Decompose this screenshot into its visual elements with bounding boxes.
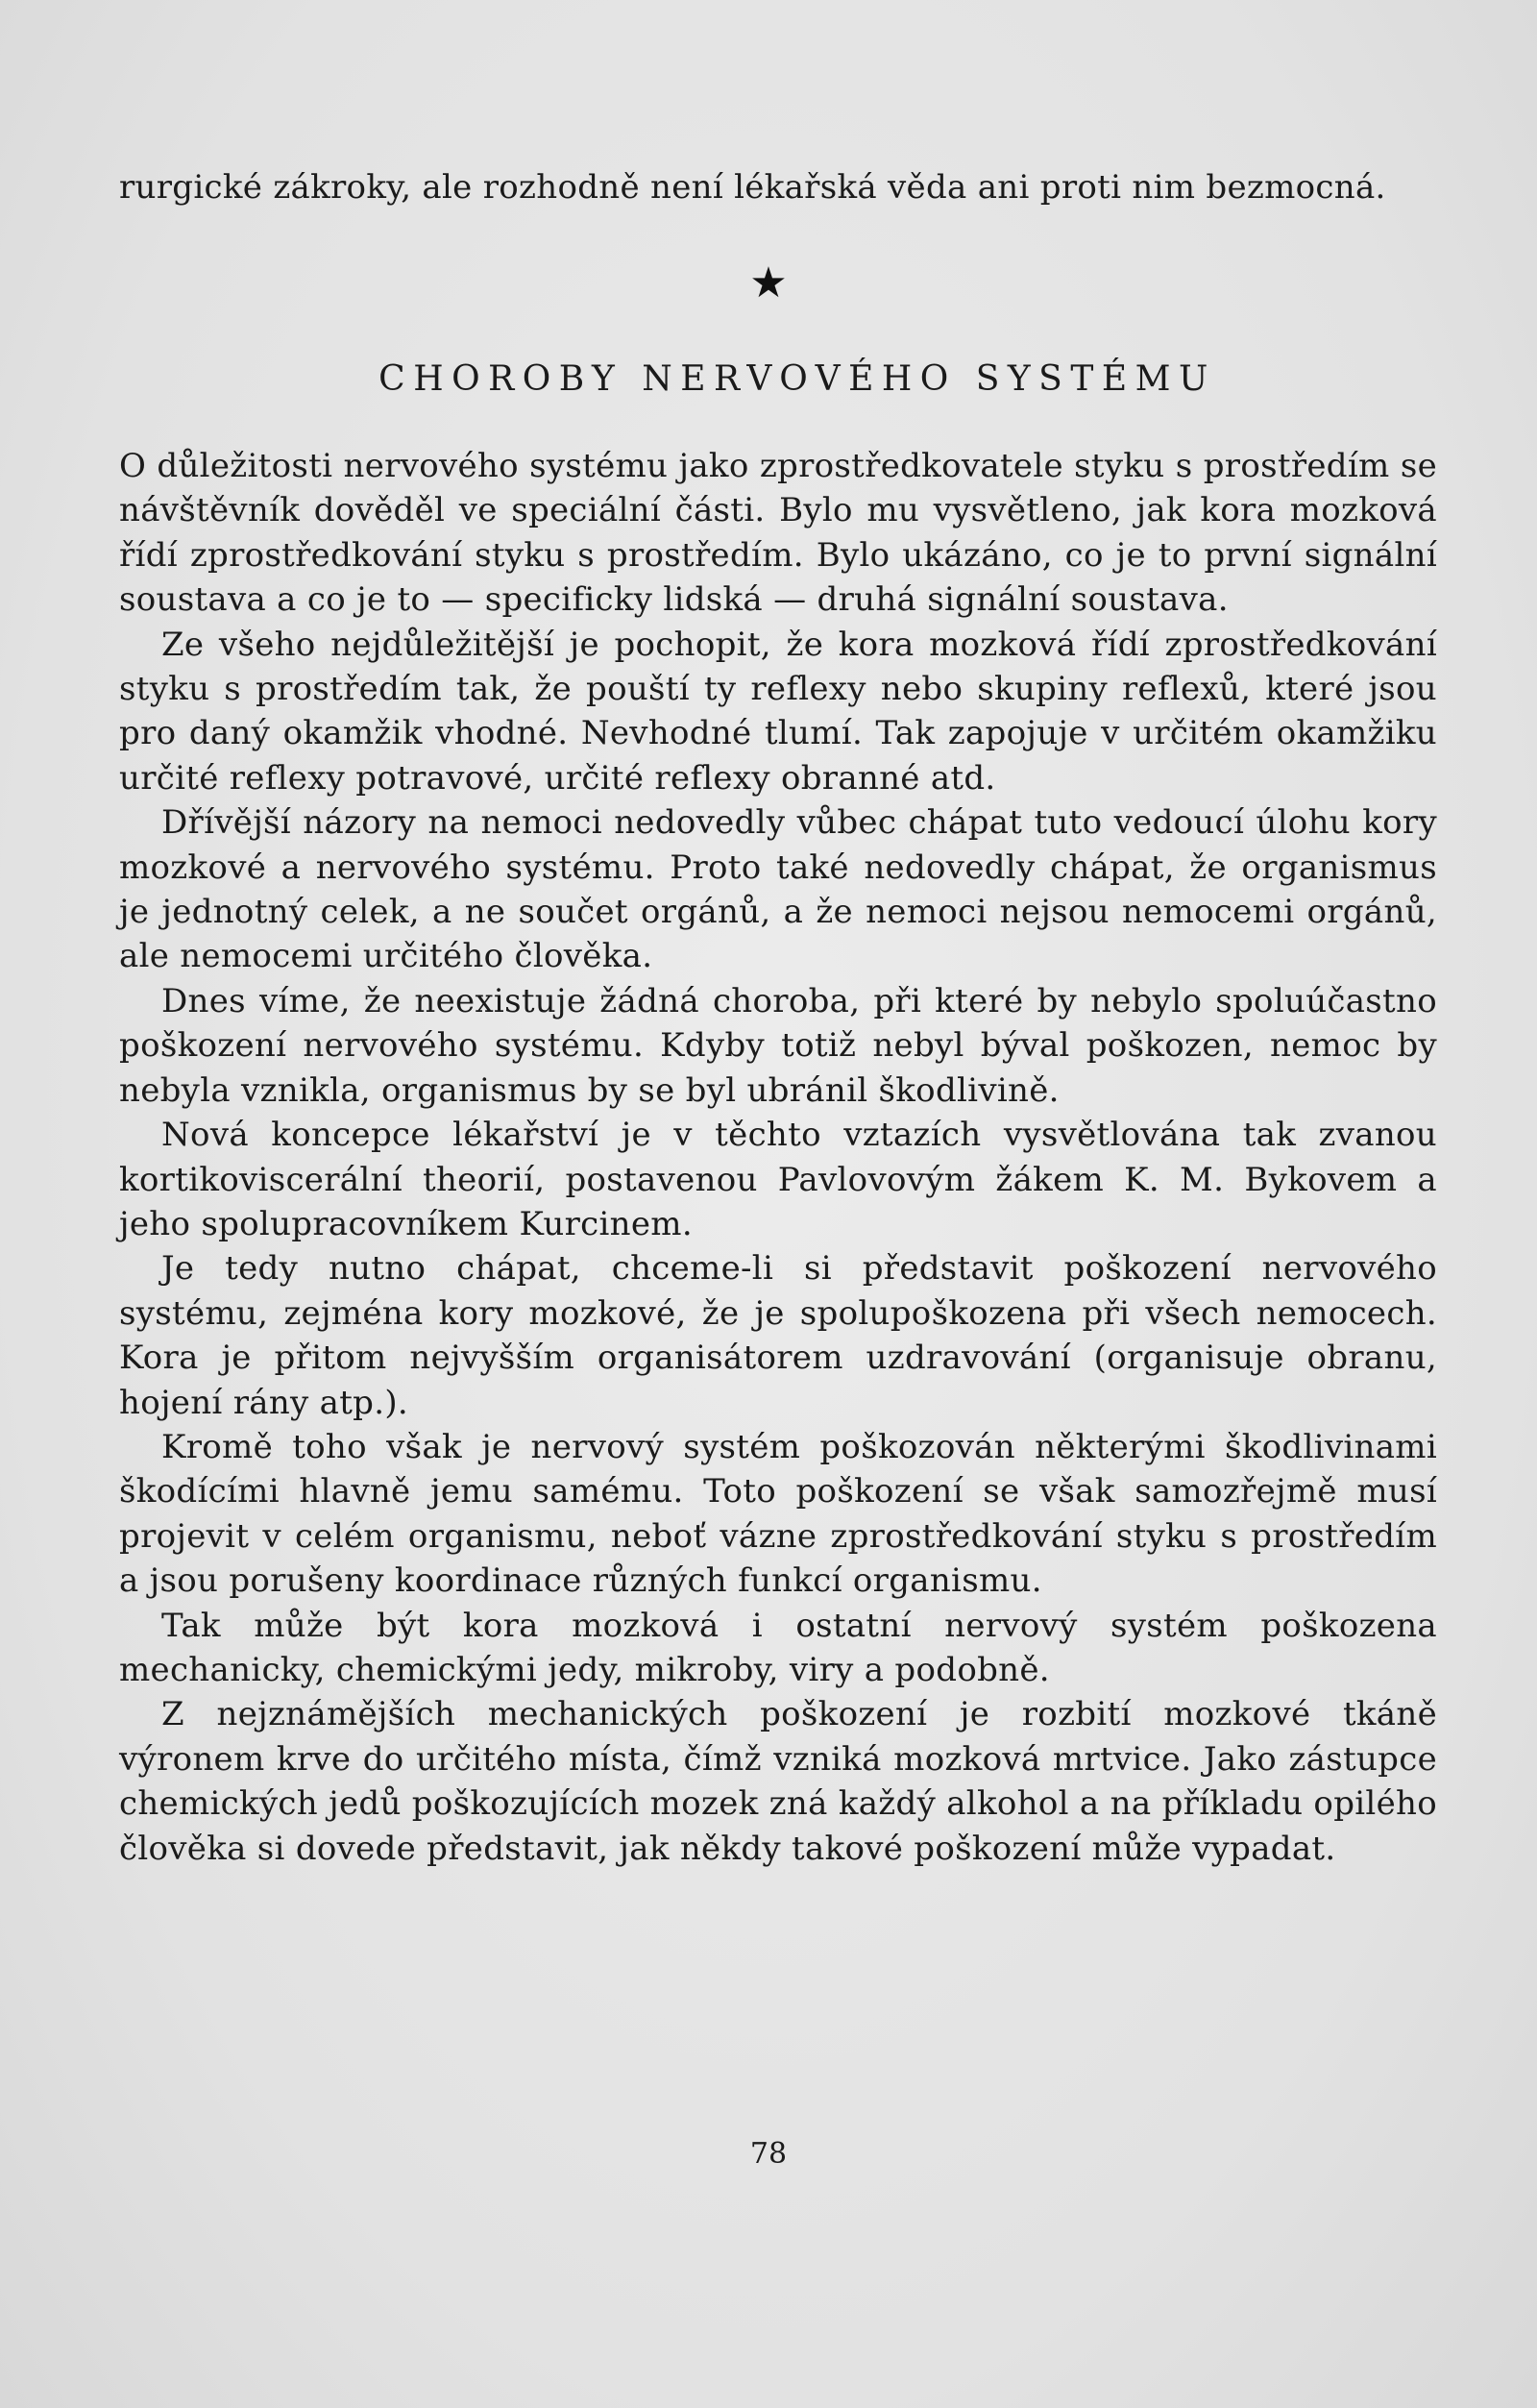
paragraph: Tak může být kora mozková i ostatní nervový systém poškozena mechanicky, chemickými jedy, mikroby, viry a podobně. xyxy=(119,1606,1437,1689)
star-separator-icon: ★ xyxy=(749,258,788,307)
lead-paragraph: rurgické zákroky, ale rozhodně není lékařská věda ani proti nim bezmocná. xyxy=(119,168,1386,207)
paragraph: Kromě toho však je nervový systém poškozován některými škodlivinami škodícími hlavně jemu samému. Toto poškození se však samozřejmě musí projevit v celém organismu, neboť vázne zprostředkování styku s prostředím a jsou porušeny koordinace různých funkcí organismu. xyxy=(119,1427,1437,1601)
paragraph: Ze všeho nejdůležitější je pochopit, že kora mozková řídí zprostředkování styku s prostředím tak, že pouští ty reflexy nebo skupiny reflexů, které jsou pro daný okamžik vhodné. Nevhodné tlumí. Tak zapojuje v určitém okamžiku určité reflexy potravové, určité reflexy obranné atd. xyxy=(119,625,1437,798)
lead-paragraph-block xyxy=(119,165,1437,209)
paragraph: Z nejznámějších mechanických poškození je rozbití mozkové tkáně výronem krve do určitého místa, čímž vzniká mozková mrtvice. Jako zástupce chemických jedů poškozujících mozek zná každý alkohol a na příkladu opilého člověka si dovede představit, jak někdy takové poškození může vypadat. xyxy=(119,1695,1437,1868)
section-title: CHOROBY NERVOVÉHO SYSTÉMU xyxy=(378,359,1216,399)
paragraph: Nová koncepce lékařství je v těchto vztazích vysvětlována tak zvanou kortikoviscerální theorií, postavenou Pavlovovým žákem K. M. Bykovem a jeho spolupracovníkem Kurcinem. xyxy=(119,1116,1437,1243)
body-text xyxy=(119,444,1437,1871)
page-number: 78 xyxy=(749,2137,788,2171)
paragraph: Dřívější názory na nemoci nedovedly vůbec chápat tuto vedoucí úlohu kory mozkové a nervového systému. Proto také nedovedly chápat, že organismus je jednotný celek, a ne součet orgánů, a že nemoci nejsou nemocemi orgánů, ale nemocemi určitého člověka. xyxy=(119,803,1437,976)
paragraph: Dnes víme, že neexistuje žádná choroba, při které by nebylo spoluúčastno poškození nervového systému. Kdyby totiž nebyl býval poškozen, nemoc by nebyla vznikla, organismus by se byl ubránil škodlivině. xyxy=(119,981,1437,1110)
paragraph: Je tedy nutno chápat, chceme-li si představit poškození nervového systému, zejména kory mozkové, že je spolupoškozena při všech nemocech. Kora je přitom nejvyšším organisátorem uzdravování (organisuje obranu, hojení rány atp.). xyxy=(119,1249,1437,1422)
paragraph: O důležitosti nervového systému jako zprostředkovatele styku s prostředím se návštěvník dověděl ve speciální části. Bylo mu vysvětleno, jak kora mozková řídí zprostředkování styku s prostředím. Bylo ukázáno, co je to první signální soustava a co je to — specificky lidská — druhá signální soustava. xyxy=(119,447,1437,620)
